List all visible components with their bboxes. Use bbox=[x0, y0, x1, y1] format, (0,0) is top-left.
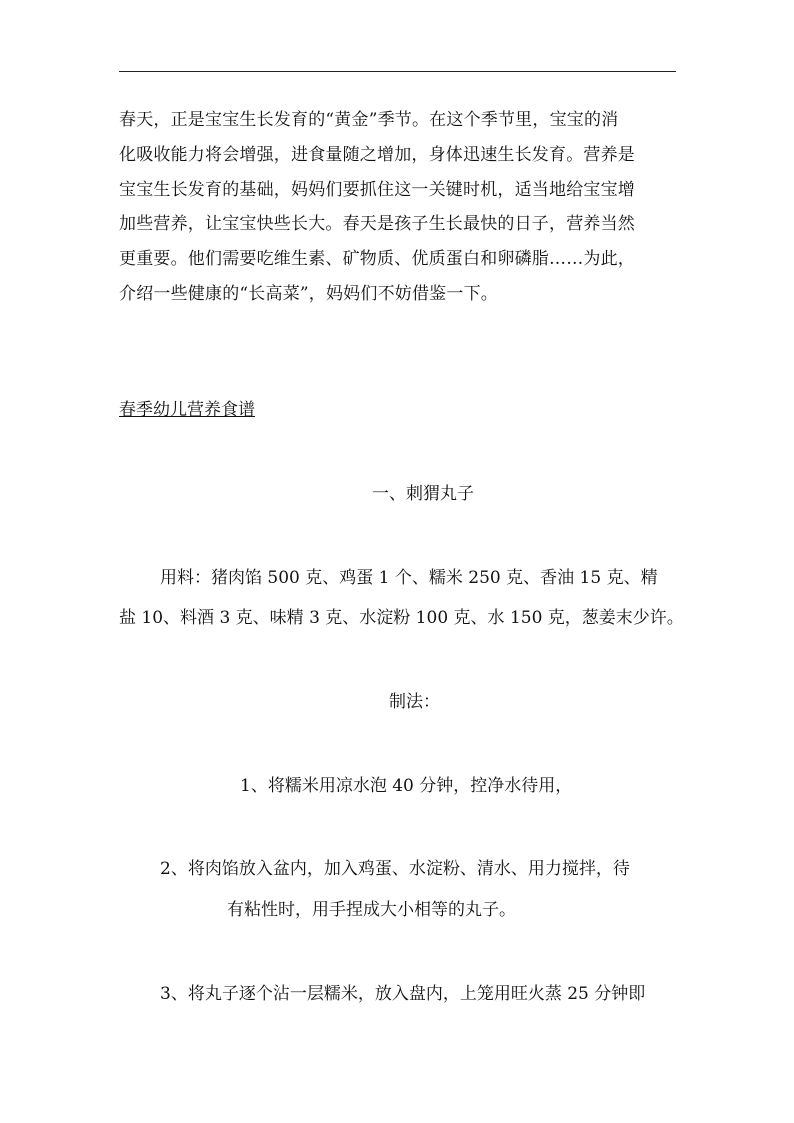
intro-line: 介绍一些健康的“长高菜”，妈妈们不妨借鉴一下。 bbox=[119, 283, 498, 304]
header-rule bbox=[119, 71, 676, 72]
ingredients-line: 盐 10、料酒 3 克、味精 3 克、水淀粉 100 克、水 150 克，葱姜末少许。 bbox=[119, 608, 684, 628]
step-line: 2、将肉馅放入盆内，加入鸡蛋、水淀粉、清水、用力搅拌，待 bbox=[160, 859, 630, 879]
step-line: 有粘性时，用手捏成大小相等的丸子。 bbox=[227, 900, 516, 920]
step-line: 1、将糯米用凉水泡 40 分钟，控净水待用， bbox=[240, 776, 573, 796]
intro-line: 加些营养，让宝宝快些长大。春天是孩子生长最快的日子，营养当然 bbox=[119, 214, 635, 235]
recipe-title: 一、刺猬丸子 bbox=[372, 484, 474, 504]
intro-paragraph bbox=[119, 103, 679, 312]
intro-line: 更重要。他们需要吃维生素、矿物质、优质蛋白和卵磷脂……为此， bbox=[119, 249, 635, 270]
ingredients-line: 用料：猪肉馅 500 克、鸡蛋 1 个、糯米 250 克、香油 15 克、精 bbox=[160, 568, 658, 588]
intro-line: 化吸收能力将会增强，进食量随之增加，身体迅速生长发育。营养是 bbox=[119, 144, 635, 165]
intro-line: 宝宝生长发育的基础，妈妈们要抓住这一关键时机，适当地给宝宝增 bbox=[119, 179, 635, 200]
intro-line: 春天，正是宝宝生长发育的“黄金”季节。在这个季节里，宝宝的消 bbox=[119, 110, 619, 130]
method-label: 制法： bbox=[389, 692, 440, 712]
section-heading-link[interactable]: 春季幼儿营养食谱 bbox=[119, 400, 255, 420]
step-line: 3、将丸子逐个沾一层糯米，放入盘内，上笼用旺火蒸 25 分钟即 bbox=[160, 984, 646, 1004]
